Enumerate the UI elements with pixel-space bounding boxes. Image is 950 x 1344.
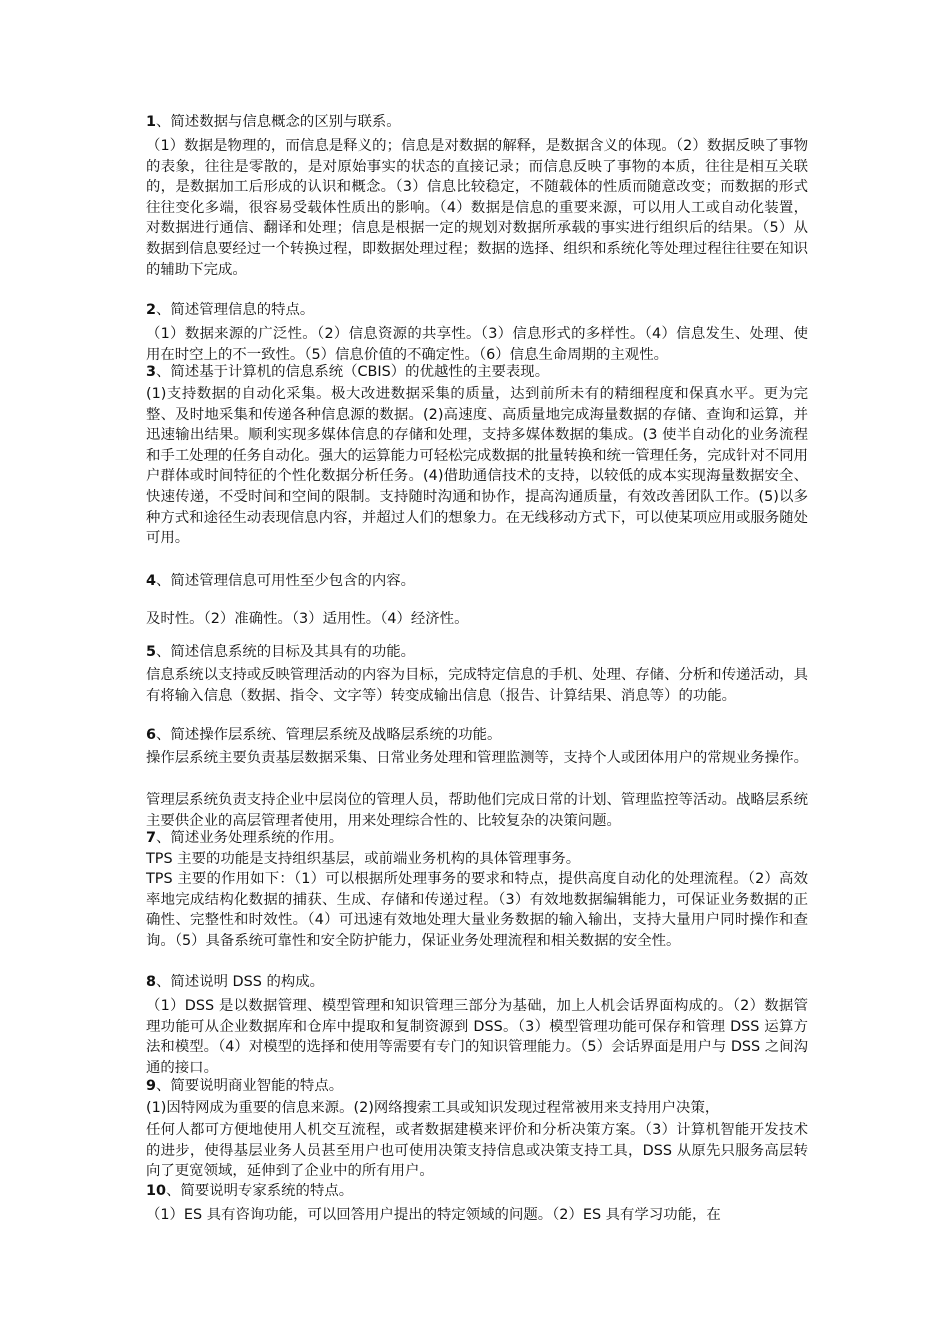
question-heading (146, 571, 808, 592)
question-number: 7 (146, 830, 157, 846)
question-heading (146, 300, 808, 321)
question-heading (146, 1076, 808, 1097)
answer-paragraph: TPS 主要的功能是支持组织基层，或前端业务机构的具体管理事务。 (146, 851, 581, 867)
question-heading (146, 725, 808, 746)
question-heading (146, 972, 808, 993)
answer-paragraph: （1）ES 具有咨询功能，可以回答用户提出的特定领域的问题。（2）ES 具有学习功能，在 (146, 1207, 721, 1223)
question-number: 3 (146, 364, 157, 380)
question-number: 9 (146, 1078, 157, 1094)
question-heading (146, 828, 808, 849)
answer-paragraph: 管理层系统负责支持企业中层岗位的管理人员，帮助他们完成日常的计划、管理监控等活动。战略层系统主要供企业的高层管理者使用，用来处理综合性的、比较复杂的决策问题。 (146, 792, 808, 829)
question-number: 1 (146, 114, 157, 130)
answer-paragraph: （1）数据是物理的，而信息是释义的；信息是对数据的解释，是数据含义的体现。（2）数据反映了事物的表象，往往是零散的，是对原始事实的状态的直接记录；而信息反映了事物的本质，往往是相互关联的，是数据加工后形成的认识和概念。（3）信息比较稳定，不随载体的性质而随意改变；而数据的形式往往变化多端，很容易受载体性质出的影响。（4）数据是信息的重要来源，可以用人工或自动化装置，对数据进行通信、翻译和处理；信息是根据一定的规划对数据所承载的事实进行组织后的结果。（5）从数据到信息要经过一个转换过程，即数据处理过程；数据的选择、组织和系统化等处理过程往往要在知识的辅助下完成。 (146, 138, 808, 278)
question-title: 、简述管理信息可用性至少包含的内容。 (156, 573, 416, 589)
answer-paragraph: (1)支持数据的自动化采集。极大改进数据采集的质量，达到前所未有的精细程度和保真水平。更为完整、及时地采集和传递各种信息源的数据。(2)高速度、高质量地完成海量数据的存储、查询和运算，并迅速输出结果。顺利实现多媒体信息的存储和处理，支持多媒体数据的集成。(3 使半自动化的业务流程和手工处理的任务自动化。强大的运算能力可轻松完成数据的批量转换和统一管理任务，完成针对不同用户群体或时间特征的个性化数据分析任务。(4)借助通信技术的支持，以较低的成本实现海量数据安全、快速传递，不受时间和空间的限制。支持随时沟通和协作，提高沟通质量，有效改善团队工作。(5)以多种方式和途径生动表现信息内容，并超过人们的想象力。在无线移动方式下，可以使某项应用或服务随处可用。 (146, 386, 808, 547)
answer-paragraph: (1)因特网成为重要的信息来源。(2)网络搜索工具或知识发现过程常被用来支持用户决策， (146, 1100, 720, 1116)
question-number: 8 (146, 974, 157, 990)
question-title: 、简述基于计算机的信息系统（CBIS）的优越性的主要表现。 (156, 364, 550, 380)
question-title: 、简要说明商业智能的特点。 (156, 1078, 344, 1094)
answer-paragraph: 操作层系统主要负责基层数据采集、日常业务处理和管理监测等，支持个人或团体用户的常规业务操作。 (146, 750, 808, 766)
question-number: 10 (146, 1183, 167, 1199)
question-heading (146, 362, 808, 383)
answer-paragraph: 信息系统以支持或反映管理活动的内容为目标，完成特定信息的手机、处理、存储、分析和传递活动，具有将输入信息（数据、指令、文字等）转变成输出信息（报告、计算结果、消息等）的功能。 (146, 667, 808, 704)
question-number: 5 (146, 644, 157, 660)
question-heading (146, 1181, 808, 1202)
answer-paragraph: （1）DSS 是以数据管理、模型管理和知识管理三部分为基础，加上人机会话界面构成的。（2）数据管理功能可从企业数据库和仓库中提取和复制资源到 DSS。（3）模型管理功能可保存和管理 DSS 运算方法和模型。（4）对模型的选择和使用等需要有专门的知识管理能力。（5）会话界面是用户与 DSS 之间沟通的接口。 (146, 998, 808, 1076)
question-title: 、简述管理信息的特点。 (156, 302, 315, 318)
question-heading (146, 112, 808, 133)
question-number: 4 (146, 573, 157, 589)
answer-paragraph: TPS 主要的作用如下：（1）可以根据所处理事务的要求和特点，提供高度自动化的处理流程。（2）高效率地完成结构化数据的捕获、生成、存储和传递过程。（3）有效地数据编辑能力，可保证业务数据的正确性、完整性和时效性。（4）可迅速有效地处理大量业务数据的输入输出，支持大量用户同时操作和查询。（5）具备系统可靠性和安全防护能力，保证业务处理流程和相关数据的安全性。 (146, 871, 808, 949)
question-heading (146, 642, 808, 663)
answer-paragraph: 任何人都可方便地使用人机交互流程，或者数据建模来评价和分析决策方案。（3）计算机智能开发技术的进步，使得基层业务人员甚至用户也可使用决策支持信息或决策支持工具，DSS 从原先只服务高层转向了更宽领域，延伸到了企业中的所有用户。 (146, 1122, 808, 1180)
question-title: 、简述数据与信息概念的区别与联系。 (156, 114, 401, 130)
answer-paragraph: 及时性。（2）准确性。（3）适用性。（4）经济性。 (146, 611, 469, 627)
question-title: 、简述操作层系统、管理层系统及战略层系统的功能。 (156, 727, 502, 743)
question-title: 、简述说明 DSS 的构成。 (156, 974, 325, 990)
question-title: 、简述业务处理系统的作用。 (156, 830, 344, 846)
question-title: 、简要说明专家系统的特点。 (166, 1183, 354, 1199)
answer-paragraph: （1）数据来源的广泛性。（2）信息资源的共享性。（3）信息形式的多样性。（4）信息发生、处理、使用在时空上的不一致性。（5）信息价值的不确定性。（6）信息生命周期的主观性。 (146, 326, 808, 363)
question-number: 2 (146, 302, 157, 318)
question-number: 6 (146, 727, 157, 743)
question-title: 、简述信息系统的目标及其具有的功能。 (156, 644, 416, 660)
